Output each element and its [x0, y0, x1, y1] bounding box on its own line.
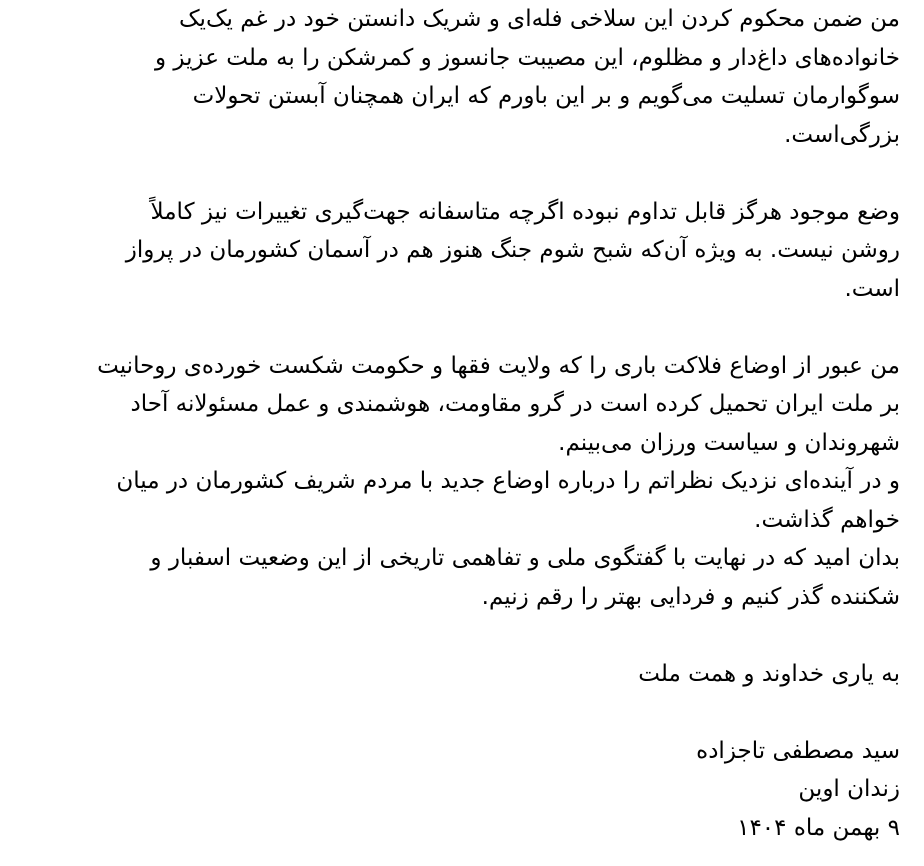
paragraph-way-forward: [6, 347, 900, 617]
text-line: وضع موجود هرگز قابل تداوم نبوده اگرچه متاسفانه جهت‌گیری تغییرات نیز کاملاً: [150, 198, 900, 225]
paragraph-status-quo: [6, 193, 900, 309]
text-line: شهروندان و سیاست ورزان می‌بینم.: [558, 429, 900, 456]
signature-date: ۹ بهمن ماه ۱۴۰۴: [737, 814, 900, 841]
closing-line: به یاری خداوند و همت ملت: [638, 660, 900, 687]
paragraph-spacer: [6, 693, 900, 732]
text-line: و در آینده‌ای نزدیک نظراتم را درباره اوضاع جدید با مردم شریف کشورمان در میان: [116, 468, 900, 494]
text-line: سوگوارمان تسلیت می‌گویم و بر این باورم که ایران همچنان آبستن تحولات: [192, 83, 900, 109]
text-line: من ضمن محکوم کردن این سلاخی فله‌ای و شریک دانستن خود در غم یک‌یک: [178, 6, 900, 32]
signature-place: زندان اوین: [798, 776, 900, 802]
paragraph-spacer: [6, 616, 900, 655]
text-line: روشن نیست. به ویژه آن‌که شبح شوم جنگ هنوز هم در آسمان کشورمان در پرواز: [125, 237, 900, 263]
signature-block: [6, 732, 900, 848]
text-line: بدان امید که در نهایت با گفتگوی ملی و تفاهمی تاریخی از این وضعیت اسفبار و: [150, 545, 900, 571]
text-line: خواهم گذاشت.: [754, 506, 900, 533]
text-line: من عبور از اوضاع فلاکت باری را که ولایت فقها و حکومت شکست خورده‌ی روحانیت: [97, 352, 900, 379]
paragraph-spacer: [6, 308, 900, 347]
text-line: است.: [844, 275, 900, 302]
text-line: بر ملت ایران تحمیل کرده است در گرو مقاومت، هوشمندی و عمل مسئولانه آحاد: [130, 391, 900, 417]
text-line: بزرگی‌است.: [784, 121, 900, 148]
signature-name: سید مصطفی تاجزاده: [696, 737, 900, 764]
text-line: خانواده‌های داغ‌دار و مظلوم، این مصیبت جانسوز و کمرشکن را به ملت عزیز و: [155, 44, 900, 71]
paragraph-spacer: [6, 154, 900, 193]
text-line: شکننده گذر کنیم و فردایی بهتر را رقم زنیم.: [481, 583, 900, 610]
paragraph-condolence: [6, 0, 900, 154]
